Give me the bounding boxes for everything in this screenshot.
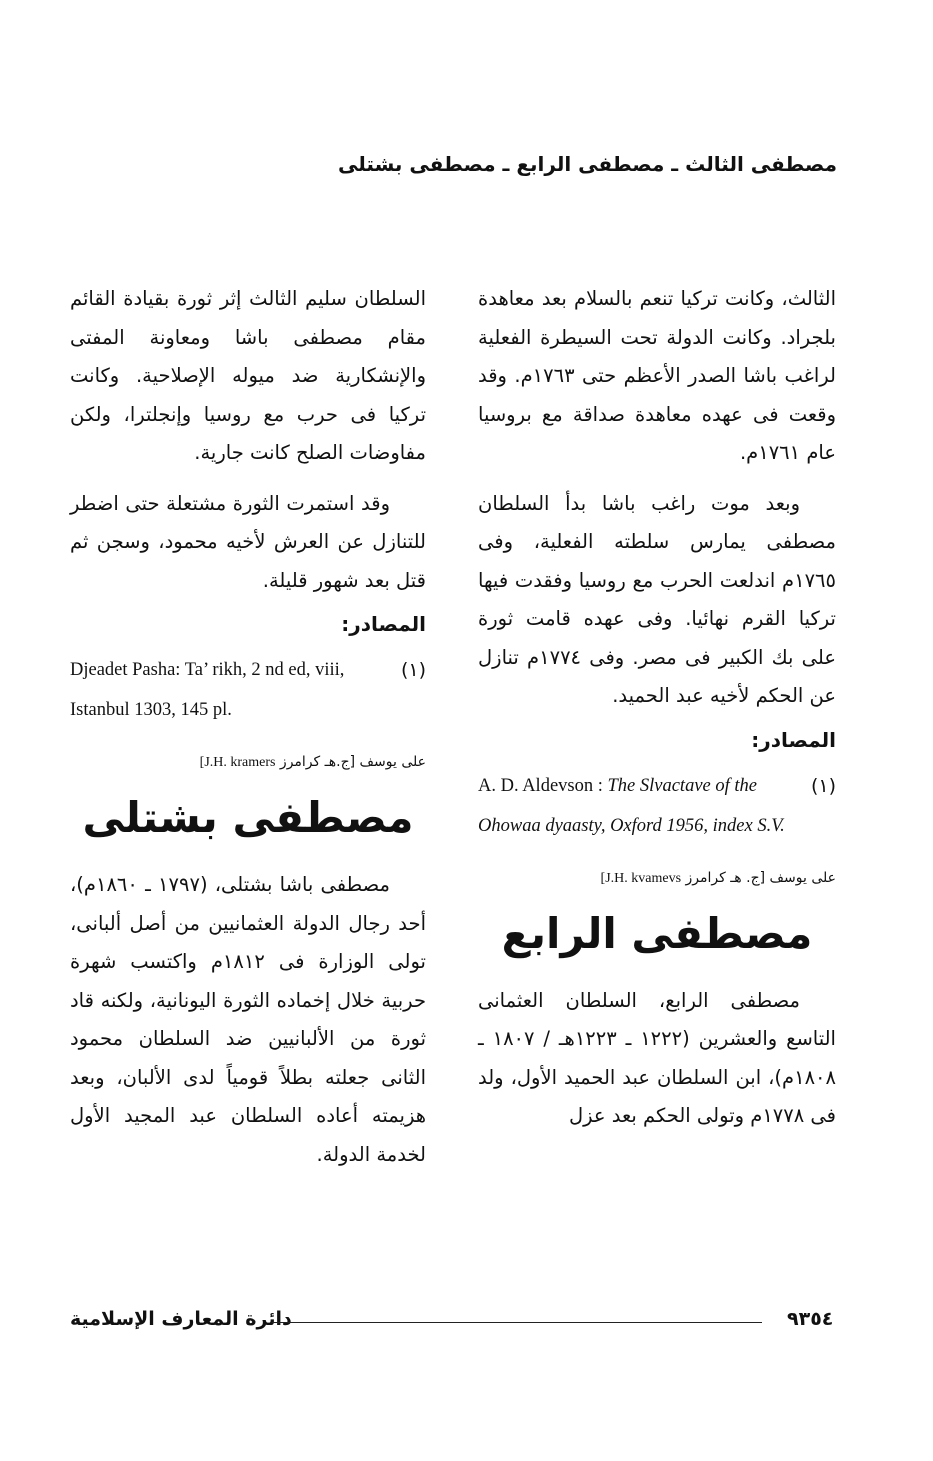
author-arabic: على يوسف [ج.هـ كرامرز (275, 754, 426, 770)
article-title: مصطفى بشتلى (82, 793, 414, 842)
right-column (478, 280, 836, 1148)
author-latin: J.H. kramers] (199, 755, 276, 770)
article-author (478, 870, 836, 887)
reference-number: (١) (400, 659, 426, 681)
sources-heading: المصادر: (341, 612, 426, 636)
paragraph: الثالث، وكانت تركيا تنعم بالسلام بعد معاهدة بلجراد. وكانت الدولة تحت السيطرة الفعلية لراغب باشا الصدر الأعظم حتى ١٧٦٣م. وقد وقعت فى عهده معاهدة صداقة مع بروسيا عام ١٧٦١م. (478, 287, 836, 464)
paragraph: وقد استمرت الثورة مشتعلة حتى اضطر للتنازل عن العرش لأخيه محمود، وسجن ثم قتل بعد شهور قليلة. (70, 491, 426, 592)
reference-title: The Slvactave of the Ohowaa dyaasty, Oxford 1956, index S.V. (478, 775, 785, 836)
running-header: مصطفى الثالث ـ مصطفى الرابع ـ مصطفى بشتلى (338, 152, 837, 176)
paragraph: مصطفى الرابع، السلطان العثمانى التاسع والعشرين (١٢٢٢ ـ ١٢٢٣هـ / ١٨٠٧ ـ ١٨٠٨م)، ابن السلطان عبد الحميد الأول، ولد فى ١٧٧٨م وتولى الحكم بعد عزل (478, 988, 836, 1127)
footer-divider (272, 1322, 762, 1323)
paragraph: مصطفى باشا بشتلى، (١٧٩٧ ـ ١٨٦٠م)، أحد رجال الدولة العثمانيين من أصل ألبانى، تولى الوزارة فى ١٨١٢م واكتسب شهرة حربية خلال إخماده الثورة اليونانية، ولكنه قاد ثورة من الألبانيين ضد السلطان محمود الثانى جعلته بطلاً قومياً لدى الألبان، وبعد هزيمته أعاده السلطان عبد المجيد الأول لخدمة الدولة. (70, 873, 426, 1166)
reference-entry (70, 650, 426, 730)
reference-text (478, 766, 836, 846)
page-number: ٩٣٥٤ (787, 1308, 834, 1330)
reference-text: Djeadet Pasha: Ta’ rikh, 2 nd ed, viii, Istanbul 1303, 145 pl. (70, 660, 345, 720)
reference-entry (478, 766, 836, 846)
article-author (70, 754, 426, 771)
paragraph: وبعد موت راغب باشا بدأ السلطان مصطفى يمارس سلطته الفعلية، وفى ١٧٦٥م اندلعت الحرب مع روسيا وفقدت فيها تركيا القرم نهائيا. وفى عهده قامت ثورة على بك الكبير فى مصر. وفى ١٧٧٤م تنازل عن الحكم لأخيه عبد الحميد. (478, 491, 837, 707)
publication-name: دائرة المعارف الإسلامية (70, 1308, 292, 1330)
paragraph: السلطان سليم الثالث إثر ثورة بقيادة القائم مقام مصطفى باشا ومعاونة المفتى والإنشكارية ضد ميوله الإصلاحية. وكانت تركيا فى حرب مع روسيا وإنجلترا، ولكن مفاوضات الصلح كانت جارية. (70, 287, 426, 464)
sources-heading: المصادر: (751, 727, 836, 752)
reference-author: A. D. Aldevson : (478, 775, 608, 796)
author-arabic: على يوسف [ج. هـ كرامرز (681, 869, 836, 886)
reference-number: (١) (810, 774, 836, 797)
left-column (70, 280, 426, 1186)
article-title: مصطفى الرابع (501, 908, 813, 958)
author-latin: J.H. kvamevs] (600, 870, 682, 886)
